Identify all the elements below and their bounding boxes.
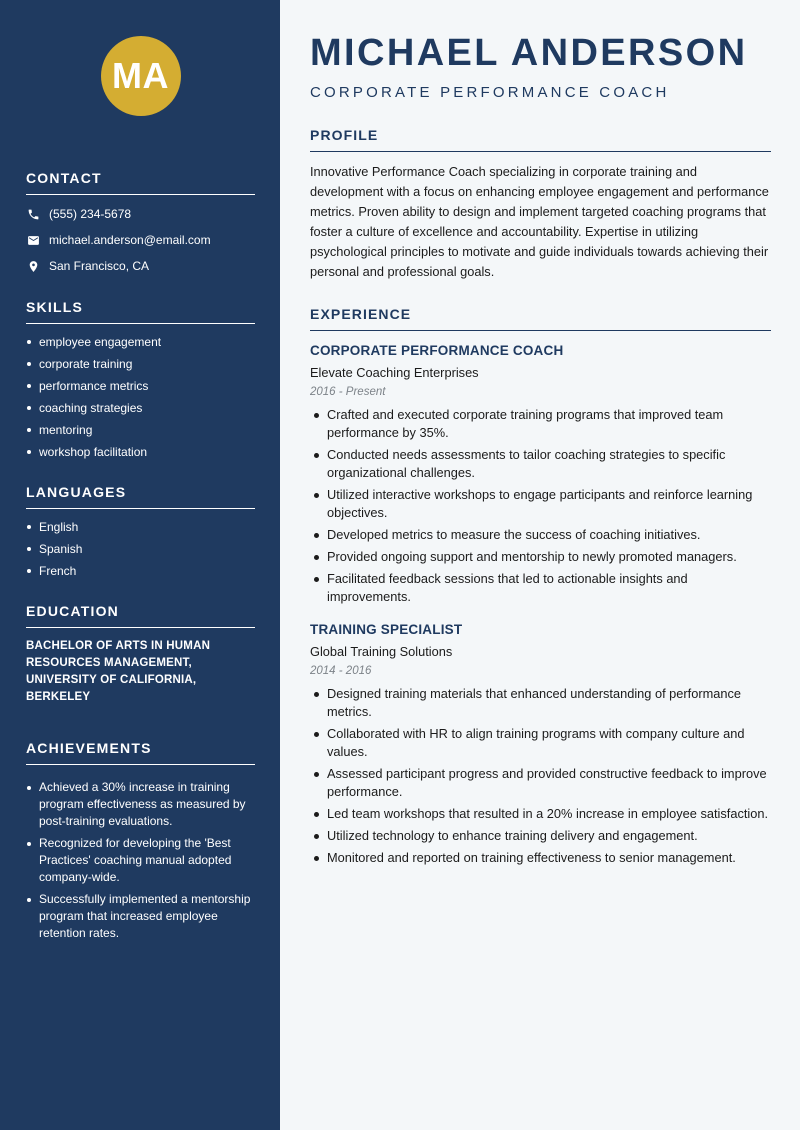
contact-phone bbox=[26, 205, 255, 223]
job-entry bbox=[310, 343, 771, 606]
duty-item: Utilized interactive workshops to engage participants and reinforce learning objectives. bbox=[310, 486, 771, 522]
skills-heading: SKILLS bbox=[26, 299, 255, 324]
job-dates: 2014 - 2016 bbox=[310, 665, 372, 677]
duty-item: Developed metrics to measure the success of coaching initiatives. bbox=[310, 526, 771, 544]
language-item: French bbox=[26, 563, 255, 579]
skills-section bbox=[26, 299, 255, 460]
languages-heading: LANGUAGES bbox=[26, 484, 255, 509]
achievement-item: Recognized for developing the 'Best Practices' coaching manual adopted company-wide. bbox=[26, 835, 255, 886]
profile-summary: Innovative Performance Coach specializing in corporate training and development with a focus on enhancing employee engagement and performance metrics. Proven ability to design and implement targeted coaching programs that foster a culture of excellence and accountability. Expertise in utilizing psychological principles to motivate and guide individuals towards achieving their personal and professional goals. bbox=[310, 164, 769, 279]
company-name: Elevate Coaching Enterprises bbox=[310, 365, 479, 380]
language-item: Spanish bbox=[26, 541, 255, 557]
job-title: TRAINING SPECIALIST bbox=[310, 622, 463, 637]
contact-section bbox=[26, 170, 255, 275]
duty-item: Led team workshops that resulted in a 20% increase in employee satisfaction. bbox=[310, 805, 771, 823]
candidate-name: MICHAEL ANDERSON bbox=[310, 32, 748, 74]
languages-list bbox=[26, 519, 255, 579]
duty-item: Assessed participant progress and provided constructive feedback to improve performance. bbox=[310, 765, 771, 801]
achievement-item: Achieved a 30% increase in training program effectiveness as measured by post-training evaluations. bbox=[26, 779, 255, 830]
experience-heading: EXPERIENCE bbox=[310, 306, 771, 331]
job-title: CORPORATE PERFORMANCE COACH bbox=[310, 343, 564, 358]
language-item: English bbox=[26, 519, 255, 535]
education-degree: BACHELOR OF ARTS IN HUMAN RESOURCES MANAGEMENT, UNIVERSITY OF CALIFORNIA, BERKELEY bbox=[26, 640, 211, 703]
achievements-section bbox=[26, 740, 255, 942]
job-entry bbox=[310, 622, 771, 867]
duties-list bbox=[310, 685, 771, 867]
location-text: San Francisco, CA bbox=[49, 259, 150, 273]
company-name: Global Training Solutions bbox=[310, 644, 453, 659]
duty-item: Conducted needs assessments to tailor coaching strategies to specific organizational challenges. bbox=[310, 446, 771, 482]
achievements-heading: ACHIEVEMENTS bbox=[26, 740, 255, 765]
education-heading: EDUCATION bbox=[26, 603, 255, 628]
phone-icon bbox=[26, 207, 40, 221]
skills-list bbox=[26, 334, 255, 460]
duty-item: Provided ongoing support and mentorship to newly promoted managers. bbox=[310, 548, 771, 566]
profile-heading: PROFILE bbox=[310, 127, 771, 152]
duty-item: Designed training materials that enhanced understanding of performance metrics. bbox=[310, 685, 771, 721]
profile-section bbox=[310, 127, 771, 282]
skill-item: employee engagement bbox=[26, 334, 255, 350]
duties-list bbox=[310, 406, 771, 606]
phone-number[interactable]: (555) 234-5678 bbox=[49, 207, 132, 221]
achievement-item: Successfully implemented a mentorship program that increased employee retention rates. bbox=[26, 891, 255, 942]
duty-item: Collaborated with HR to align training programs with company culture and values. bbox=[310, 725, 771, 761]
duty-item: Monitored and reported on training effectiveness to senior management. bbox=[310, 849, 771, 867]
skill-item: mentoring bbox=[26, 422, 255, 438]
education-section bbox=[26, 603, 255, 706]
avatar: MA bbox=[101, 36, 181, 116]
skill-item: workshop facilitation bbox=[26, 444, 255, 460]
email-address[interactable]: michael.anderson@email.com bbox=[49, 233, 211, 247]
skill-item: corporate training bbox=[26, 356, 255, 372]
duty-item: Crafted and executed corporate training programs that improved team performance by 35%. bbox=[310, 406, 771, 442]
map-pin-icon bbox=[26, 259, 40, 273]
languages-section bbox=[26, 484, 255, 579]
candidate-title: CORPORATE PERFORMANCE COACH bbox=[310, 84, 670, 101]
main-content bbox=[310, 0, 771, 871]
sidebar bbox=[0, 0, 280, 1130]
job-dates: 2016 - Present bbox=[310, 386, 386, 398]
contact-location bbox=[26, 257, 255, 275]
contact-email bbox=[26, 231, 255, 249]
skill-item: performance metrics bbox=[26, 378, 255, 394]
contact-heading: CONTACT bbox=[26, 170, 255, 195]
experience-section bbox=[310, 306, 771, 867]
skill-item: coaching strategies bbox=[26, 400, 255, 416]
achievements-list bbox=[26, 779, 255, 942]
envelope-icon bbox=[26, 233, 40, 247]
duty-item: Utilized technology to enhance training delivery and engagement. bbox=[310, 827, 771, 845]
duty-item: Facilitated feedback sessions that led to actionable insights and improvements. bbox=[310, 570, 771, 606]
